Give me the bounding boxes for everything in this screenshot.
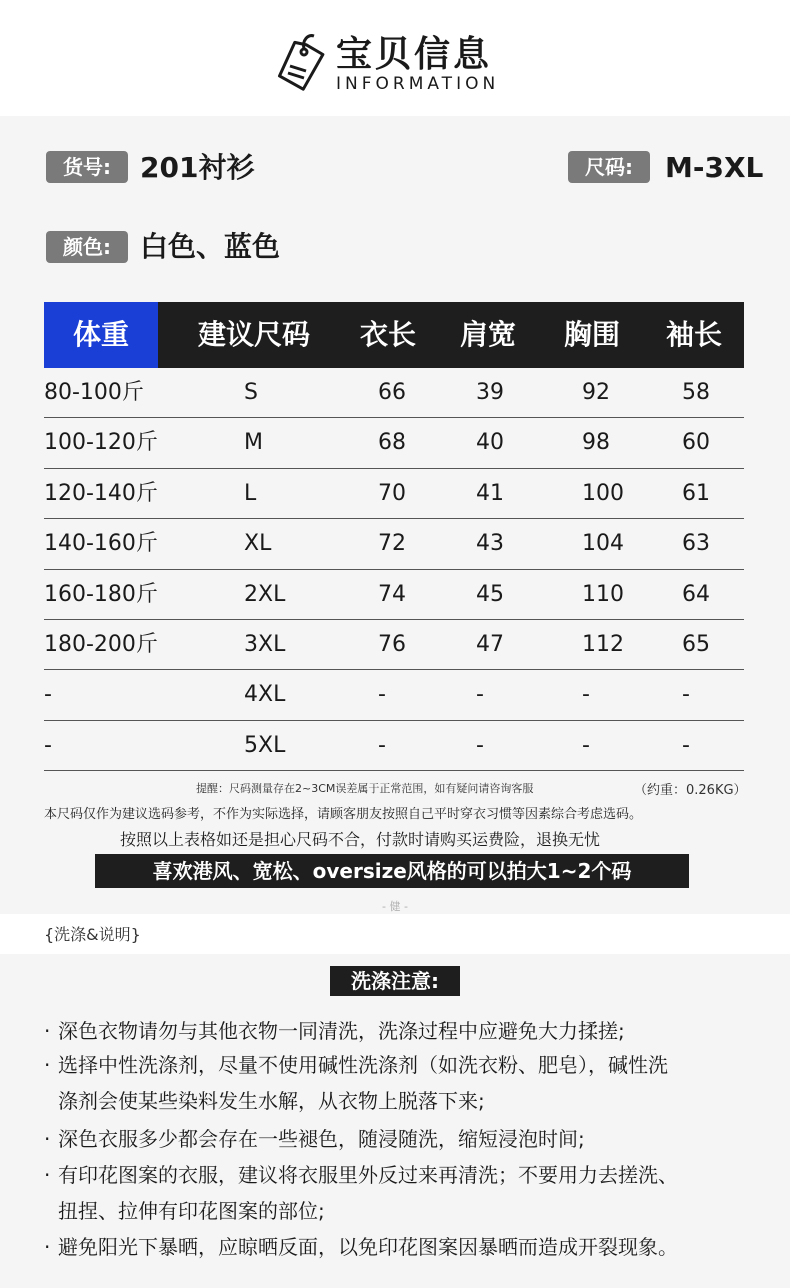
cell-size: L (244, 480, 257, 506)
table-row (44, 570, 744, 620)
wash-item-continued (44, 1194, 325, 1228)
header-shoulder: 肩宽 (460, 318, 517, 351)
cell-sleeve: 58 (682, 380, 710, 405)
size-range-value: M-3XL (665, 151, 764, 184)
cell-chest: 104 (582, 531, 624, 557)
color-badge: 颜色: (46, 231, 128, 263)
cell-weight: 160-180斤 (44, 581, 158, 607)
cell-size: XL (244, 531, 272, 557)
cell-length: 66 (378, 380, 406, 405)
cell-length: 70 (378, 480, 406, 506)
size-range-badge: 尺码: (568, 151, 650, 183)
cell-chest: - (582, 682, 590, 708)
wash-item (44, 1014, 625, 1048)
cell-sleeve: 60 (682, 430, 710, 456)
cell-chest: 92 (582, 380, 610, 405)
item-number-badge: 货号: (46, 151, 128, 183)
cell-sleeve: 64 (682, 581, 710, 607)
bullet-dot: · (44, 1053, 51, 1077)
header-sleeve: 袖长 (666, 318, 723, 351)
cell-weight: - (44, 732, 52, 758)
cell-chest: 112 (582, 631, 624, 657)
wash-item-text: 有印花图案的衣服，建议将衣服里外反过来再清洗；不要用力去搓洗、 (58, 1163, 678, 1187)
cell-shoulder: 40 (476, 430, 504, 456)
cell-sleeve: - (682, 732, 690, 758)
wash-item (44, 1158, 678, 1192)
cell-weight: 180-200斤 (44, 631, 158, 657)
table-row (44, 670, 744, 720)
cell-weight: - (44, 682, 52, 708)
cell-weight: 100-120斤 (44, 430, 158, 456)
wash-instructions-section (0, 954, 790, 1288)
cell-length: - (378, 682, 386, 708)
cell-shoulder: - (476, 682, 484, 708)
wash-item (44, 1048, 668, 1082)
page-subtitle: INFORMATION (336, 74, 500, 94)
reference-note: 本尺码仅作为建议选码参考，不作为实际选择，请顾客朋友按照自己平时穿衣习惯等因素综合考虑选码。 (44, 807, 643, 822)
cell-length: 68 (378, 430, 406, 456)
header-chest: 胸围 (564, 318, 621, 351)
cell-size: 2XL (244, 581, 286, 607)
bullet-dot: · (44, 1163, 51, 1187)
wash-item-continued (44, 1084, 485, 1118)
wash-item (44, 1122, 585, 1156)
header-suggested-size: 建议尺码 (198, 318, 311, 351)
header-weight: 体重 (44, 302, 158, 368)
insurance-note: 按照以上表格如还是担心尺码不合，付款时请购买运费险，退换无忧 (120, 830, 601, 849)
wash-item-text: 避免阳光下暴晒，应晾晒反面，以免印花图案因暴晒而造成开裂现象。 (58, 1235, 678, 1259)
page-title: 宝贝信息 (336, 34, 493, 75)
wash-item-text: 深色衣服多少都会存在一些褪色，随浸随洗，缩短浸泡时间; (58, 1127, 585, 1151)
cell-shoulder: 45 (476, 581, 504, 607)
table-header-row (44, 302, 744, 368)
wash-section-label: {洗涤&说明} (44, 925, 141, 944)
table-row (44, 721, 744, 771)
cell-shoulder: 43 (476, 531, 504, 557)
weight-note: （约重：0.26KG） (634, 783, 747, 798)
measurement-tip: 提醒：尺码测量存在2~3CM误差属于正常范围，如有疑问请咨询客服 (196, 782, 534, 795)
tag-icon (272, 30, 328, 94)
color-value: 白色、蓝色 (140, 230, 281, 263)
cell-size: 3XL (244, 631, 286, 657)
cell-length: 72 (378, 531, 406, 557)
table-body (44, 368, 744, 771)
cell-chest: 100 (582, 480, 624, 506)
cell-weight: 140-160斤 (44, 531, 158, 557)
cell-length: 76 (378, 631, 406, 657)
wash-item-text: 深色衣物请勿与其他衣物一同清洗，洗涤过程中应避免大力揉搓; (58, 1019, 625, 1043)
bullet-dot: · (44, 1019, 51, 1043)
cell-size: S (244, 380, 258, 405)
cell-length: - (378, 732, 386, 758)
table-row (44, 418, 744, 468)
page-header (0, 0, 790, 116)
wash-label-area (0, 914, 790, 954)
bullet-dot: · (44, 1235, 51, 1259)
wash-item (44, 1230, 678, 1264)
cell-weight: 80-100斤 (44, 380, 144, 405)
cell-chest: - (582, 732, 590, 758)
table-row (44, 368, 744, 418)
header-length: 衣长 (360, 318, 417, 351)
cell-sleeve: 65 (682, 631, 710, 657)
table-row (44, 620, 744, 670)
cell-chest: 110 (582, 581, 624, 607)
bullet-dot: · (44, 1127, 51, 1151)
cell-sleeve: 63 (682, 531, 710, 557)
cell-shoulder: 41 (476, 480, 504, 506)
size-chart-table (44, 302, 744, 771)
cell-weight: 120-140斤 (44, 480, 158, 506)
section-divider: - 健 - (382, 900, 408, 913)
table-row (44, 519, 744, 569)
wash-item-text: 涤剂会使某些染料发生水解，从衣物上脱落下来; (58, 1089, 485, 1113)
cell-chest: 98 (582, 430, 610, 456)
cell-size: M (244, 430, 263, 456)
cell-sleeve: 61 (682, 480, 710, 506)
oversize-banner: 喜欢港风、宽松、oversize风格的可以拍大1~2个码 (95, 854, 689, 888)
cell-shoulder: 47 (476, 631, 504, 657)
table-row (44, 469, 744, 519)
cell-size: 4XL (244, 682, 286, 708)
wash-item-text: 扭捏、拉伸有印花图案的部位; (58, 1199, 325, 1223)
cell-length: 74 (378, 581, 406, 607)
cell-shoulder: - (476, 732, 484, 758)
cell-shoulder: 39 (476, 380, 504, 405)
cell-sleeve: - (682, 682, 690, 708)
cell-size: 5XL (244, 732, 286, 758)
item-number-value: 201衬衫 (140, 151, 255, 184)
wash-item-text: 选择中性洗涤剂，尽量不使用碱性洗涤剂（如洗衣粉、肥皂），碱性洗 (58, 1053, 668, 1077)
wash-title: 洗涤注意: (330, 966, 460, 996)
